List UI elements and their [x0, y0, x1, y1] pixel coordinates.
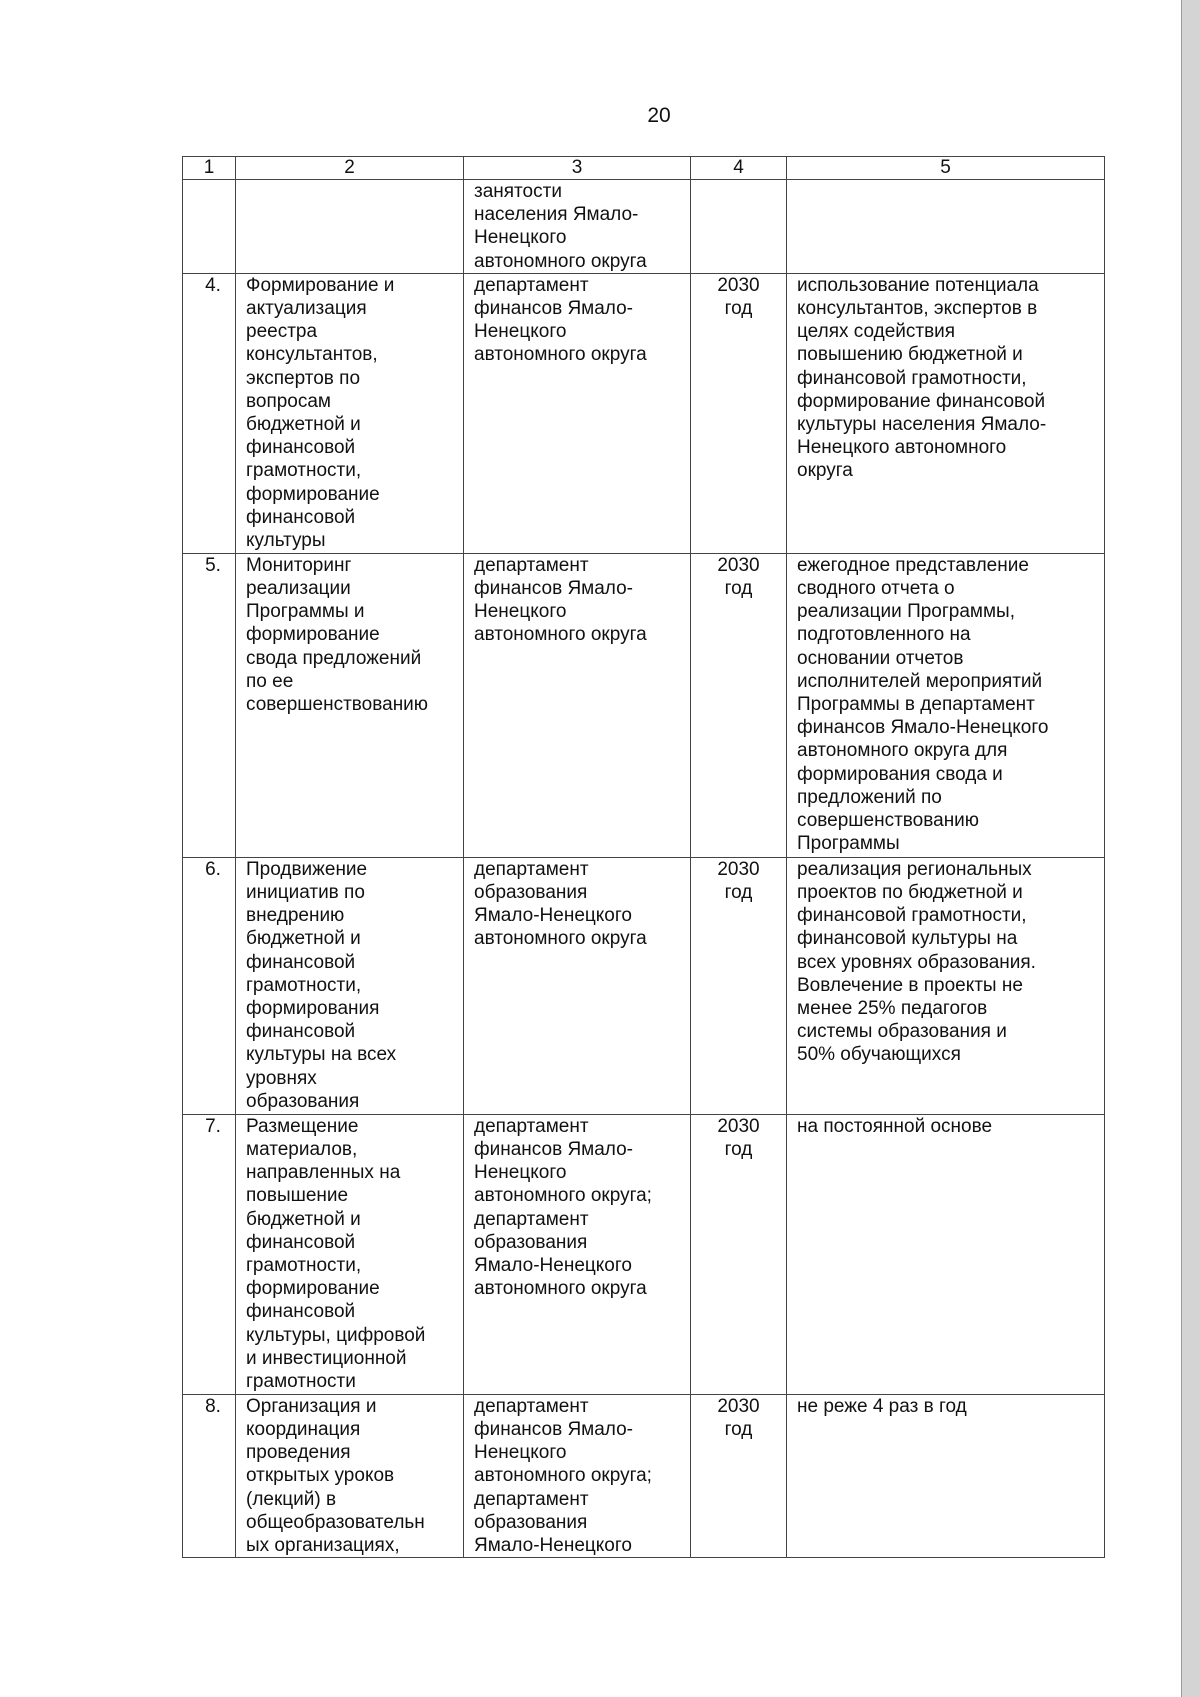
table-row — [183, 553, 1105, 857]
action-cell — [236, 180, 464, 274]
measures-table — [182, 156, 1105, 1558]
column-header: 1 — [183, 157, 236, 180]
column-header: 5 — [787, 157, 1105, 180]
executor-cell: департамент финансов Ямало- Ненецкого автономного округа — [464, 553, 691, 857]
result-cell: реализация региональных проектов по бюджетной и финансовой грамотности, финансовой культуры на всех уровнях образования. Вовлечение в проекты не менее 25% педагогов системы образования и 50% обучающихся — [787, 857, 1105, 1114]
executor-cell: департамент финансов Ямало- Ненецкого автономного округа; департамент образования Ямало-Ненецкого автономного округа — [464, 1114, 691, 1394]
row-number: 6. — [183, 857, 236, 1114]
executor-cell: департамент образования Ямало-Ненецкого автономного округа — [464, 857, 691, 1114]
page-edge — [1182, 0, 1200, 1697]
action-cell: Мониторинг реализации Программы и формирование свода предложений по ее совершенствованию — [236, 553, 464, 857]
action-cell: Продвижение инициатив по внедрению бюджетной и финансовой грамотности, формирования финансовой культуры на всех уровнях образования — [236, 857, 464, 1114]
column-header: 2 — [236, 157, 464, 180]
table-row — [183, 857, 1105, 1114]
term-cell — [691, 180, 787, 274]
result-cell: использование потенциала консультантов, экспертов в целях содействия повышению бюджетной и финансовой грамотности, формирование финансовой культуры населения Ямало- Ненецкого автономного округа — [787, 273, 1105, 553]
executor-cell: департамент финансов Ямало- Ненецкого автономного округа — [464, 273, 691, 553]
column-header: 4 — [691, 157, 787, 180]
action-cell: Организация и координация проведения открытых уроков (лекций) в общеобразовательн ых организациях, — [236, 1394, 464, 1557]
result-cell: не реже 4 раз в год — [787, 1394, 1105, 1557]
page-number: 20 — [647, 104, 671, 127]
row-number — [183, 180, 236, 274]
table-row — [183, 180, 1105, 274]
action-cell: Формирование и актуализация реестра консультантов, экспертов по вопросам бюджетной и финансовой грамотности, формирование финансовой культуры — [236, 273, 464, 553]
executor-cell: занятости населения Ямало- Ненецкого автономного округа — [464, 180, 691, 274]
term-cell: 2030 год — [691, 553, 787, 857]
table-row — [183, 1394, 1105, 1557]
row-number: 7. — [183, 1114, 236, 1394]
term-cell: 2030 год — [691, 1394, 787, 1557]
executor-cell: департамент финансов Ямало- Ненецкого автономного округа; департамент образования Ямало-Ненецкого — [464, 1394, 691, 1557]
term-cell: 2030 год — [691, 857, 787, 1114]
result-cell — [787, 180, 1105, 274]
row-number: 4. — [183, 273, 236, 553]
result-cell: ежегодное представление сводного отчета о реализации Программы, подготовленного на основании отчетов исполнителей мероприятий Программы в департамент финансов Ямало-Ненецкого автономного округа для формирования свода и предложений по совершенствованию Программы — [787, 553, 1105, 857]
row-number: 5. — [183, 553, 236, 857]
term-cell: 2030 год — [691, 273, 787, 553]
table-row — [183, 273, 1105, 553]
result-cell: на постоянной основе — [787, 1114, 1105, 1394]
action-cell: Размещение материалов, направленных на повышение бюджетной и финансовой грамотности, формирование финансовой культуры, цифровой и инвестиционной грамотности — [236, 1114, 464, 1394]
row-number: 8. — [183, 1394, 236, 1557]
table-header-row — [183, 157, 1105, 180]
table-row — [183, 1114, 1105, 1394]
term-cell: 2030 год — [691, 1114, 787, 1394]
column-header: 3 — [464, 157, 691, 180]
